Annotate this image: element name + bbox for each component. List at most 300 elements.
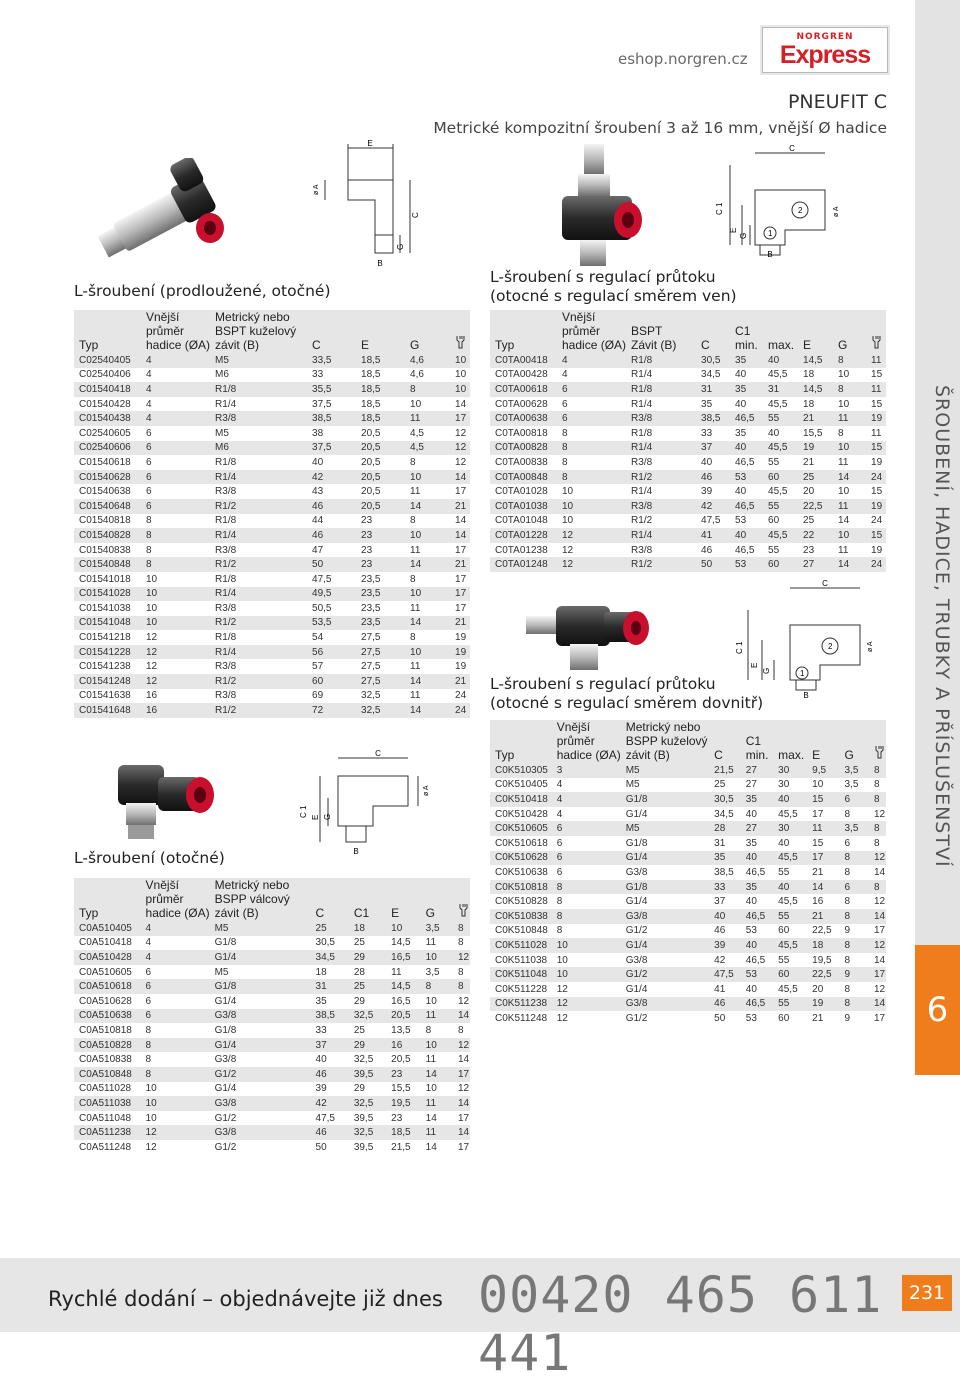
table-cell: 55 bbox=[778, 866, 790, 878]
table-cell: 10 bbox=[410, 588, 422, 600]
table-cell: 8 bbox=[874, 779, 880, 791]
table-cell: 14 bbox=[410, 500, 422, 512]
table-cell: 11 bbox=[425, 1054, 437, 1066]
table-cell: 11 bbox=[838, 413, 849, 425]
table-cell: 14 bbox=[874, 998, 886, 1010]
logo-brand: NORGREN bbox=[796, 32, 854, 42]
wrench-icon bbox=[458, 903, 470, 917]
dim-label-a: ø A bbox=[423, 785, 430, 796]
table-cell: 11 bbox=[838, 544, 849, 556]
table-cell: 3,5 bbox=[844, 779, 859, 791]
table-row bbox=[490, 411, 886, 426]
col-g: G bbox=[410, 338, 420, 352]
table-cell: 14 bbox=[455, 529, 467, 541]
table-row bbox=[74, 455, 470, 470]
table-cell: 4 bbox=[146, 369, 152, 381]
table-cell: 60 bbox=[778, 925, 790, 937]
table-cell: 42 bbox=[315, 1097, 327, 1109]
table-cell: 8 bbox=[146, 544, 152, 556]
table-cell: 19,5 bbox=[391, 1097, 411, 1109]
table-row bbox=[490, 484, 886, 499]
table-cell: C0K510418 bbox=[495, 793, 548, 805]
table-cell: 8 bbox=[874, 881, 880, 893]
table-cell: 8 bbox=[458, 1024, 464, 1036]
table-cell: 12 bbox=[146, 632, 158, 644]
table-cell: 18 bbox=[315, 966, 327, 978]
table-row bbox=[74, 1052, 470, 1067]
table-cell: 6 bbox=[562, 383, 568, 395]
table-cell: 8 bbox=[844, 852, 851, 864]
table-cell: 23 bbox=[391, 1068, 403, 1080]
table-cell: 39,5 bbox=[353, 1068, 374, 1080]
table-cell: 14 bbox=[874, 910, 886, 922]
table-cell: 38,5 bbox=[701, 413, 721, 425]
website-url[interactable]: eshop.norgren.cz bbox=[618, 50, 748, 68]
table-cell: 32,5 bbox=[361, 690, 381, 702]
table-cell: G1/4 bbox=[625, 808, 648, 820]
table-cell: 40 bbox=[714, 910, 726, 922]
col-diameter: Vnější průměr hadice (ØA) bbox=[145, 878, 210, 920]
dim-label-b: B bbox=[767, 250, 773, 259]
table-cell: 53 bbox=[735, 471, 747, 483]
table-row bbox=[74, 936, 470, 951]
table-row bbox=[490, 967, 886, 982]
table-cell: 11 bbox=[425, 937, 437, 949]
table-cell: C0TA01038 bbox=[495, 500, 548, 512]
table-row bbox=[490, 938, 886, 953]
table-cell: C01540838 bbox=[79, 544, 131, 556]
table-row bbox=[74, 1067, 470, 1082]
table-cell: 16,5 bbox=[391, 951, 411, 963]
table-cell: 6 bbox=[844, 881, 851, 893]
table-cell: C0A510838 bbox=[79, 1054, 132, 1066]
table-cell: 14 bbox=[458, 1127, 470, 1139]
table-cell: 24 bbox=[871, 515, 883, 527]
table-cell: R1/8 bbox=[215, 456, 237, 468]
table-row bbox=[74, 601, 470, 616]
table-cell: 46,5 bbox=[735, 456, 755, 468]
table-cell: 10 bbox=[425, 1039, 437, 1051]
table-cell: 23,5 bbox=[361, 602, 381, 614]
table-cell: 12 bbox=[874, 896, 886, 908]
table-cell: 11 bbox=[838, 500, 849, 512]
table-cell: C0TA01028 bbox=[495, 486, 548, 498]
table-cell: 14 bbox=[458, 1054, 470, 1066]
table-cell: 23,5 bbox=[361, 573, 381, 585]
table-cell: 18 bbox=[803, 398, 815, 410]
table-cell: 20 bbox=[812, 983, 824, 995]
table-cell: 6 bbox=[556, 837, 563, 849]
table-row bbox=[490, 557, 886, 572]
table-cell: 16 bbox=[812, 896, 824, 908]
table-cell: R1/4 bbox=[631, 398, 653, 410]
table-cell: 8 bbox=[146, 559, 152, 571]
table-cell: 33 bbox=[701, 427, 713, 439]
table-cell: 46,5 bbox=[745, 998, 766, 1010]
table-cell: 53,5 bbox=[312, 617, 332, 629]
table-cell: G1/8 bbox=[214, 1024, 237, 1036]
table-row bbox=[490, 426, 886, 441]
table-cell: 37,5 bbox=[312, 398, 332, 410]
table-cell: 3,5 bbox=[844, 823, 859, 835]
table-cell: C01540648 bbox=[79, 500, 131, 512]
table-cell: 37,5 bbox=[312, 442, 332, 454]
table-cell: 6 bbox=[844, 837, 851, 849]
table-cell: 11 bbox=[410, 544, 421, 556]
footer-bar bbox=[0, 1258, 960, 1382]
table-row bbox=[490, 441, 886, 456]
dim-label-a: ø A bbox=[833, 206, 840, 217]
table-cell: 21 bbox=[455, 559, 467, 571]
table-cell: 14,5 bbox=[391, 937, 411, 949]
table-cell: 14 bbox=[410, 675, 422, 687]
table-row bbox=[74, 587, 470, 602]
table-cell: G3/8 bbox=[625, 910, 648, 922]
table-cell: 18,5 bbox=[361, 383, 381, 395]
table-row bbox=[490, 997, 886, 1012]
table-cell: 11 bbox=[425, 1010, 437, 1022]
table-cell: 21,5 bbox=[391, 1141, 411, 1153]
table-cell: C0TA01048 bbox=[495, 515, 548, 527]
table-cell: 19 bbox=[803, 442, 815, 454]
footer-phone[interactable]: 00420 465 611 441 bbox=[478, 1266, 883, 1382]
table-cell: 8 bbox=[874, 823, 880, 835]
table-cell: 17 bbox=[455, 602, 467, 614]
table-cell: 4,5 bbox=[410, 427, 424, 439]
table-cell: 3,5 bbox=[844, 764, 859, 776]
table-cell: 34,5 bbox=[315, 951, 335, 963]
table-cell: R1/4 bbox=[631, 486, 653, 498]
table-cell: 21,5 bbox=[714, 764, 734, 776]
table-cell: 3 bbox=[556, 764, 563, 776]
table-cell: 11 bbox=[410, 661, 421, 673]
table-cell: C01541238 bbox=[79, 661, 131, 673]
table-cell: 45,5 bbox=[768, 442, 788, 454]
table-cell: 22,5 bbox=[812, 969, 832, 981]
table-cell: 39 bbox=[315, 1083, 327, 1095]
table-cell: 12 bbox=[458, 951, 470, 963]
table-cell: 45,5 bbox=[768, 486, 788, 498]
col-g: G bbox=[425, 906, 435, 920]
table-cell: C0K510305 bbox=[495, 764, 548, 776]
col-c1-min: C1 min. bbox=[735, 324, 758, 352]
table-row bbox=[490, 982, 886, 997]
dim-label-e: E bbox=[750, 662, 759, 668]
table-cell: 19 bbox=[812, 998, 824, 1010]
table-cell: 20,5 bbox=[361, 442, 381, 454]
table-cell: 43 bbox=[312, 486, 324, 498]
table-cell: C0K511228 bbox=[495, 983, 548, 995]
table-cell: 33,5 bbox=[312, 354, 332, 366]
table-cell: 10 bbox=[391, 922, 403, 934]
table-cell: C0K510605 bbox=[495, 823, 548, 835]
table-cell: G3/8 bbox=[625, 866, 648, 878]
table-cell: 10 bbox=[410, 646, 422, 658]
table-cell: C0A510828 bbox=[79, 1039, 132, 1051]
table-cell: 10 bbox=[425, 951, 437, 963]
table-cell: 32,5 bbox=[361, 705, 381, 717]
table-cell: 45,5 bbox=[778, 939, 798, 951]
table-cell: 10 bbox=[455, 383, 467, 395]
page-number: 231 bbox=[902, 1275, 952, 1311]
col-c1-min: C1 min. bbox=[745, 734, 769, 762]
table-cell: 11 bbox=[871, 383, 882, 395]
table-cell: 20,5 bbox=[361, 427, 381, 439]
table-cell: 4 bbox=[146, 354, 152, 366]
table-cell: C01540418 bbox=[79, 383, 131, 395]
table-cell: C0A511038 bbox=[79, 1097, 132, 1109]
col-type: Typ bbox=[79, 906, 99, 920]
table-row bbox=[74, 572, 470, 587]
table-cell: 12 bbox=[146, 661, 158, 673]
rows-flow-control-in bbox=[490, 763, 886, 1026]
table-cell: 47,5 bbox=[312, 573, 332, 585]
table-row bbox=[490, 455, 886, 470]
chapter-sidebar bbox=[915, 0, 960, 1075]
table-row bbox=[74, 382, 470, 397]
table-cell: 44 bbox=[312, 515, 324, 527]
table-cell: G1/2 bbox=[625, 1012, 648, 1024]
table-row bbox=[74, 659, 470, 674]
table-cell: R1/2 bbox=[215, 705, 237, 717]
col-thread: Metrický nebo BSPP válcový závit (B) bbox=[214, 878, 290, 920]
table-cell: 12 bbox=[146, 675, 158, 687]
table-cell: 53 bbox=[745, 1012, 757, 1024]
table-cell: C0A510405 bbox=[79, 922, 132, 934]
table-cell: 17 bbox=[874, 969, 886, 981]
table-cell: 42 bbox=[701, 500, 713, 512]
table-cell: 15 bbox=[812, 837, 824, 849]
table-cell: 23 bbox=[803, 544, 815, 556]
table-cell: 53 bbox=[745, 969, 757, 981]
table-cell: 69 bbox=[312, 690, 324, 702]
table-cell: 12 bbox=[455, 442, 467, 454]
table-cell: 27,5 bbox=[361, 661, 381, 673]
col-c1-max: max. bbox=[778, 748, 805, 762]
table-cell: M5 bbox=[625, 779, 640, 791]
table-cell: 22 bbox=[803, 529, 815, 541]
table-cell: C0TA00818 bbox=[495, 427, 548, 439]
table-cell: G1/2 bbox=[214, 1112, 237, 1124]
table-cell: 45,5 bbox=[768, 398, 788, 410]
table-cell: 56 bbox=[312, 646, 324, 658]
table-cell: G3/8 bbox=[214, 1010, 237, 1022]
table-cell: 41 bbox=[714, 983, 726, 995]
table-cell: 9 bbox=[844, 969, 851, 981]
table-cell: 55 bbox=[768, 413, 780, 425]
table-cell: 28 bbox=[714, 823, 726, 835]
table-cell: C0K510428 bbox=[495, 808, 548, 820]
table-cell: C0K511038 bbox=[495, 954, 548, 966]
table-cell: 18,5 bbox=[361, 398, 381, 410]
table-cell: C0K510618 bbox=[495, 837, 548, 849]
table-row bbox=[490, 763, 886, 778]
chapter-number: 6 bbox=[915, 945, 960, 1075]
table-cell: 35 bbox=[745, 881, 757, 893]
table-cell: C02540406 bbox=[79, 369, 131, 381]
table-cell: 24 bbox=[871, 559, 883, 571]
table-cell: 10 bbox=[556, 969, 568, 981]
table-cell: 35 bbox=[745, 837, 757, 849]
table-cell: 15 bbox=[812, 793, 824, 805]
table-cell: 53 bbox=[735, 559, 747, 571]
table-row bbox=[490, 1011, 886, 1026]
table-cell: 6 bbox=[146, 427, 152, 439]
table-cell: R1/2 bbox=[215, 617, 237, 629]
product-photo-flow-control-out bbox=[548, 140, 658, 275]
table-cell: C0TA00638 bbox=[495, 413, 548, 425]
table-cell: 38,5 bbox=[315, 1010, 335, 1022]
table-cell: R1/4 bbox=[215, 588, 237, 600]
table-cell: 38,5 bbox=[312, 413, 332, 425]
table-cell: 14 bbox=[455, 398, 467, 410]
table-cell: 50,5 bbox=[312, 602, 332, 614]
table-cell: G1/4 bbox=[214, 995, 237, 1007]
table-cell: 3,5 bbox=[425, 922, 440, 934]
table-cell: 34,5 bbox=[714, 808, 734, 820]
table-cell: 25 bbox=[353, 981, 365, 993]
table-cell: 14 bbox=[425, 1068, 437, 1080]
table-cell: 21 bbox=[803, 413, 815, 425]
table-cell: R1/4 bbox=[215, 529, 237, 541]
table-cell: 40 bbox=[778, 837, 790, 849]
table-cell: M5 bbox=[215, 354, 229, 366]
table-cell: 39,5 bbox=[353, 1141, 374, 1153]
table-cell: 18 bbox=[353, 922, 365, 934]
table-cell: 46,5 bbox=[735, 413, 755, 425]
table-cell: 46 bbox=[701, 544, 713, 556]
dim-label-b: B bbox=[803, 691, 809, 700]
table-cell: 8 bbox=[146, 515, 152, 527]
table-row bbox=[490, 880, 886, 895]
table-row bbox=[74, 965, 470, 980]
table-cell: 8 bbox=[458, 937, 464, 949]
table-cell: 21 bbox=[803, 456, 815, 468]
dim-label-c1: C 1 bbox=[715, 202, 724, 215]
table-cell: 8 bbox=[556, 910, 563, 922]
table-cell: G1/8 bbox=[625, 881, 648, 893]
table-cell: 6 bbox=[556, 823, 563, 835]
table-cell: 45,5 bbox=[778, 983, 798, 995]
table-cell: 14 bbox=[838, 515, 850, 527]
table-cell: C01540438 bbox=[79, 413, 131, 425]
dim-label-c: C bbox=[789, 145, 795, 153]
table-cell: 8 bbox=[425, 1024, 432, 1036]
table-cell: 9 bbox=[844, 925, 851, 937]
table-cell: 57 bbox=[312, 661, 324, 673]
table-cell: R1/4 bbox=[631, 442, 653, 454]
dim-label-c1: C 1 bbox=[299, 805, 308, 818]
table-cell: 17 bbox=[458, 1112, 470, 1124]
table-cell: 40 bbox=[701, 456, 713, 468]
table-cell: G1/2 bbox=[214, 1141, 237, 1153]
table-cell: 6 bbox=[145, 966, 152, 978]
table-cell: 21 bbox=[455, 675, 467, 687]
table-cell: R1/4 bbox=[215, 646, 237, 658]
table-cell: 28 bbox=[353, 966, 365, 978]
table-cell: 30,5 bbox=[714, 793, 734, 805]
table-cell: C0TA00848 bbox=[495, 471, 548, 483]
table-cell: R1/8 bbox=[631, 354, 653, 366]
table-cell: 17 bbox=[812, 808, 824, 820]
table-cell: C01540828 bbox=[79, 529, 131, 541]
table-cell: 8 bbox=[458, 966, 464, 978]
table-cell: C0TA00618 bbox=[495, 383, 548, 395]
table-cell: C0TA00428 bbox=[495, 369, 548, 381]
table-cell: 24 bbox=[871, 471, 883, 483]
table-cell: 8 bbox=[844, 983, 851, 995]
table-row bbox=[490, 543, 886, 558]
table-cell: 17 bbox=[455, 544, 467, 556]
table-cell: 19 bbox=[455, 646, 467, 658]
col-e: E bbox=[812, 748, 821, 762]
table-cell: 33 bbox=[714, 881, 726, 893]
table-cell: 27 bbox=[745, 764, 757, 776]
table-row bbox=[74, 499, 470, 514]
table-cell: 33 bbox=[315, 1024, 327, 1036]
table-cell: 11 bbox=[410, 690, 421, 702]
product-photo-flow-control-in bbox=[520, 588, 660, 678]
table-cell: 40 bbox=[312, 456, 324, 468]
table-cell: C0K510848 bbox=[495, 925, 548, 937]
table-cell: 27 bbox=[745, 779, 757, 791]
table-cell: 13,5 bbox=[391, 1024, 411, 1036]
table-cell: 40 bbox=[778, 793, 790, 805]
table-row bbox=[490, 792, 886, 807]
table-cell: 12 bbox=[458, 1039, 470, 1051]
table-cell: 60 bbox=[778, 969, 790, 981]
table-cell: 25 bbox=[803, 515, 815, 527]
table-cell: 11 bbox=[391, 966, 402, 978]
table-cell: M6 bbox=[215, 369, 229, 381]
col-c: C bbox=[701, 338, 710, 352]
table-cell: 4,6 bbox=[410, 354, 424, 366]
table-cell: M5 bbox=[214, 966, 229, 978]
table-cell: 15 bbox=[871, 398, 883, 410]
table-cell: 35 bbox=[735, 354, 747, 366]
table-cell: 8 bbox=[145, 1068, 152, 1080]
table-cell: 40 bbox=[745, 852, 757, 864]
table-cell: C02540606 bbox=[79, 442, 131, 454]
table-cell: 20,5 bbox=[391, 1010, 411, 1022]
table-cell: 8 bbox=[458, 922, 464, 934]
table-cell: M6 bbox=[215, 442, 229, 454]
table-cell: 25 bbox=[353, 1024, 365, 1036]
table-row bbox=[74, 1111, 470, 1126]
table-cell: G1/4 bbox=[625, 852, 648, 864]
table-cell: 6 bbox=[146, 500, 152, 512]
table-cell: 35 bbox=[745, 793, 757, 805]
table-cell: C0TA01228 bbox=[495, 529, 548, 541]
table-cell: R3/8 bbox=[631, 456, 653, 468]
col-type: Typ bbox=[79, 338, 99, 352]
table-cell: 4 bbox=[146, 398, 152, 410]
table-cell: C01540618 bbox=[79, 456, 131, 468]
table-cell: 14 bbox=[458, 1010, 470, 1022]
table-cell: 8 bbox=[145, 1054, 152, 1066]
table-cell: 40 bbox=[768, 427, 780, 439]
table-cell: 20,5 bbox=[391, 1054, 411, 1066]
table-cell: 8 bbox=[838, 383, 844, 395]
label-port-1: 1 bbox=[768, 229, 773, 238]
section-title-flow-in: L-šroubení s regulací průtoku (otocné s regulací směrem dovnitř) bbox=[490, 675, 764, 712]
dim-label-e: E bbox=[367, 140, 373, 148]
table-cell: 4 bbox=[556, 793, 563, 805]
table-cell: 19 bbox=[871, 544, 883, 556]
dim-label-b: B bbox=[377, 259, 383, 268]
table-cell: 4 bbox=[562, 369, 568, 381]
table-cell: 45,5 bbox=[768, 369, 788, 381]
